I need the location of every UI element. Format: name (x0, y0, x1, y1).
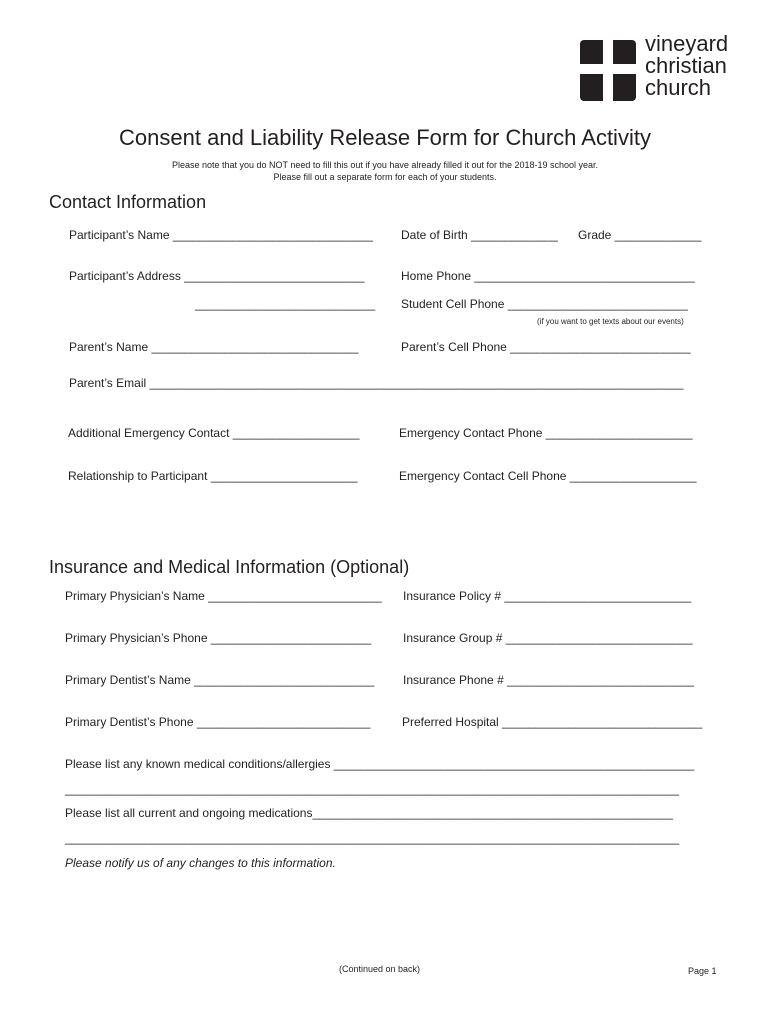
logo-line-1: vineyard (645, 31, 729, 56)
additional-emergency-contact-field[interactable]: Additional Emergency Contact ___________________ (68, 426, 360, 440)
student-cell-phone-field[interactable]: Student Cell Phone ___________________________ (401, 297, 688, 311)
medical-conditions-line-2[interactable]: ____________________________________________________________________________________________ (65, 782, 679, 796)
participant-address-field[interactable]: Participant’s Address ___________________________ (69, 269, 365, 283)
grade-field[interactable]: Grade _____________ (578, 228, 702, 242)
home-phone-field[interactable]: Home Phone _________________________________ (401, 269, 695, 283)
relationship-field[interactable]: Relationship to Participant ______________________ (68, 469, 358, 483)
insurance-policy-field[interactable]: Insurance Policy # ____________________________ (403, 589, 692, 603)
insurance-section-heading: Insurance and Medical Information (Optional) (49, 557, 410, 577)
contact-section-heading: Contact Information (49, 192, 207, 212)
participant-name-field[interactable]: Participant’s Name ______________________________ (69, 228, 374, 242)
cross-horizontal-bar (580, 64, 636, 74)
insurance-group-field[interactable]: Insurance Group # ____________________________ (403, 631, 693, 645)
insurance-phone-field[interactable]: Insurance Phone # ____________________________ (403, 673, 694, 687)
church-logo-text (645, 33, 728, 99)
emergency-contact-phone-field[interactable]: Emergency Contact Phone ______________________ (399, 426, 693, 440)
primary-physician-name-field[interactable]: Primary Physician’s Name __________________________ (65, 589, 382, 603)
primary-physician-phone-field[interactable]: Primary Physician’s Phone ________________________ (65, 631, 372, 645)
note-line-2: Please fill out a separate form for each of your students. (273, 172, 497, 182)
note-line-1: Please note that you do NOT need to fill this out if you have already filled it out for the 2018-19 school year. (171, 160, 599, 170)
notify-changes-note: Please notify us of any changes to this information. (65, 856, 336, 870)
date-of-birth-field[interactable]: Date of Birth _____________ (401, 228, 558, 242)
student-cell-note: (if you want to get texts about our events) (537, 317, 684, 326)
primary-dentist-phone-field[interactable]: Primary Dentist’s Phone __________________________ (65, 715, 371, 729)
medications-field[interactable]: Please list all current and ongoing medications______________________________________________________ (65, 806, 673, 820)
page-number: Page 1 (688, 966, 717, 976)
church-cross-logo-icon (580, 40, 636, 101)
parent-email-field[interactable]: Parent’s Email ________________________________________________________________________________ (69, 376, 684, 390)
medications-line-2[interactable]: ____________________________________________________________________________________________ (65, 831, 679, 845)
emergency-contact-cell-field[interactable]: Emergency Contact Cell Phone ___________________ (399, 469, 697, 483)
logo-line-3: church (645, 75, 712, 100)
form-title: Consent and Liability Release Form for Church Activity (119, 125, 651, 150)
logo-line-2: christian (645, 53, 727, 78)
medical-conditions-field[interactable]: Please list any known medical conditions/allergies ______________________________________________________ (65, 757, 695, 771)
parent-name-field[interactable]: Parent’s Name _______________________________ (69, 340, 359, 354)
preferred-hospital-field[interactable]: Preferred Hospital ______________________________ (402, 715, 703, 729)
address-line-2-field[interactable]: ___________________________ (195, 297, 376, 311)
primary-dentist-name-field[interactable]: Primary Dentist’s Name ___________________________ (65, 673, 375, 687)
parent-cell-phone-field[interactable]: Parent’s Cell Phone ___________________________ (401, 340, 691, 354)
continued-on-back: (Continued on back) (339, 964, 421, 974)
